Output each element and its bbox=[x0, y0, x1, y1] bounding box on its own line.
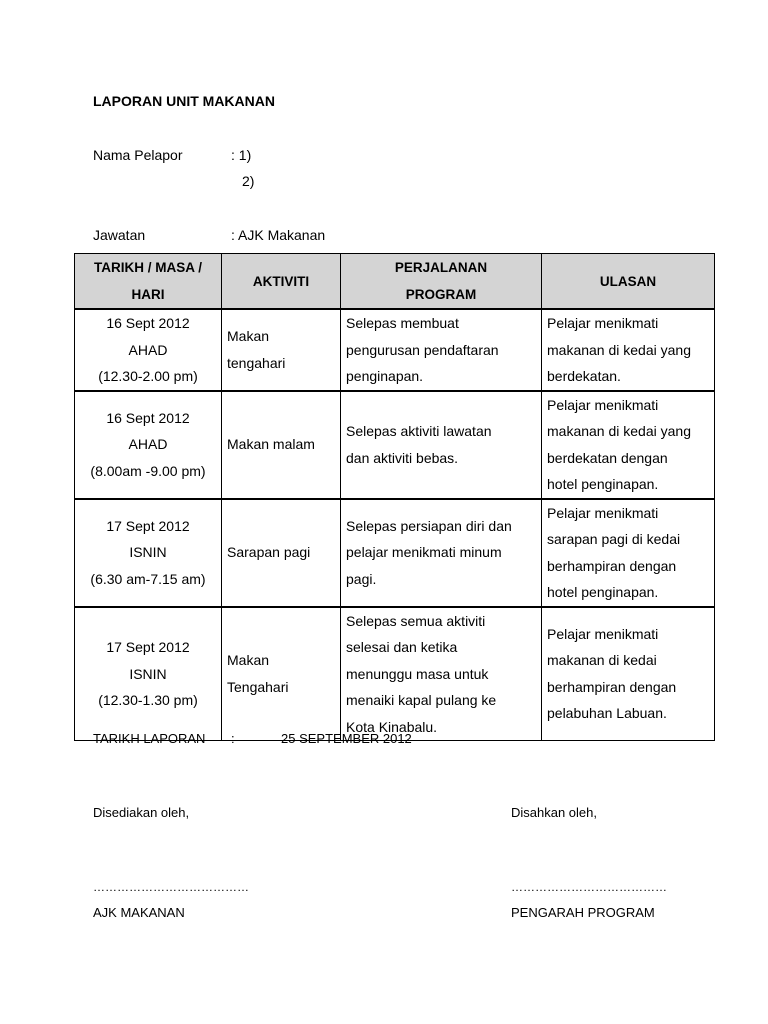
header-program-line: PROGRAM bbox=[405, 287, 477, 302]
table-header-row bbox=[75, 254, 715, 310]
cell-ulasan bbox=[542, 391, 715, 499]
cell-tarikh-line: AHAD bbox=[128, 341, 168, 358]
cell-perjalanan-program-line: menunggu masa untuk bbox=[346, 665, 489, 682]
tarikh-laporan-colon: : bbox=[231, 731, 235, 746]
cell-tarikh-line: (8.00am -9.00 pm) bbox=[90, 462, 206, 479]
cell-ulasan-line: hotel penginapan. bbox=[547, 476, 659, 492]
role-ajk-makanan: AJK MAKANAN bbox=[93, 905, 185, 920]
cell-tarikh bbox=[75, 309, 222, 391]
cell-aktiviti-line: Sarapan pagi bbox=[227, 544, 311, 561]
cell-aktiviti-line: Tengahari bbox=[227, 678, 289, 695]
table-body bbox=[75, 309, 715, 741]
cell-ulasan-line: hotel penginapan. bbox=[547, 584, 659, 600]
document-title: LAPORAN UNIT MAKANAN bbox=[93, 93, 275, 109]
cell-perjalanan-program bbox=[341, 499, 542, 607]
cell-tarikh-line: ISNIN bbox=[129, 665, 167, 682]
signature-line-left: ………………………………… bbox=[93, 880, 249, 894]
cell-tarikh-line: 17 Sept 2012 bbox=[106, 639, 190, 655]
header-ulasan: ULASAN bbox=[542, 254, 715, 310]
header-tarikh-line: TARIKH / MASA / bbox=[94, 260, 202, 275]
cell-tarikh-line: 16 Sept 2012 bbox=[106, 409, 190, 426]
cell-aktiviti-line: Makan bbox=[227, 652, 270, 669]
cell-aktiviti-line: tengahari bbox=[227, 354, 286, 371]
cell-perjalanan-program-line: selesai dan ketika bbox=[346, 639, 458, 655]
cell-ulasan-line: berdekatan. bbox=[547, 368, 621, 384]
table-row bbox=[75, 499, 715, 607]
cell-ulasan-line: makanan di kedai bbox=[547, 652, 657, 669]
disediakan-oleh-label: Disediakan oleh, bbox=[93, 805, 190, 820]
cell-tarikh-line: 17 Sept 2012 bbox=[106, 517, 190, 534]
cell-aktiviti-line: Makan bbox=[227, 328, 270, 345]
cell-tarikh-line: AHAD bbox=[128, 436, 168, 453]
cell-aktiviti bbox=[222, 391, 341, 499]
cell-ulasan bbox=[542, 309, 715, 391]
cell-ulasan-line: Pelajar menikmati bbox=[547, 315, 659, 331]
cell-tarikh-line: ISNIN bbox=[129, 544, 167, 561]
cell-tarikh-line: (12.30-2.00 pm) bbox=[98, 368, 198, 384]
table-row bbox=[75, 391, 715, 499]
header-program-line: PERJALANAN bbox=[394, 260, 488, 275]
header-tarikh-line: HARI bbox=[131, 287, 165, 302]
signature-line-right: ………………………………… bbox=[511, 880, 667, 894]
table-row bbox=[75, 309, 715, 391]
tarikh-laporan-value: 25 SEPTEMBER 2012 bbox=[281, 731, 412, 746]
cell-aktiviti-line: Makan malam bbox=[227, 436, 315, 453]
cell-perjalanan-program-line: dan aktiviti bebas. bbox=[346, 449, 459, 466]
cell-aktiviti bbox=[222, 499, 341, 607]
nama-pelapor-value-1: : 1) bbox=[231, 147, 252, 163]
cell-aktiviti bbox=[222, 309, 341, 391]
cell-ulasan-line: berhampiran dengan bbox=[547, 557, 677, 574]
cell-tarikh bbox=[75, 391, 222, 499]
cell-perjalanan-program bbox=[341, 607, 542, 741]
cell-perjalanan-program-line: pelajar menikmati minum bbox=[346, 544, 502, 561]
cell-ulasan-line: sarapan pagi di kedai bbox=[547, 531, 681, 547]
nama-pelapor-label: Nama Pelapor bbox=[93, 147, 183, 163]
role-pengarah-program: PENGARAH PROGRAM bbox=[511, 905, 655, 920]
header-aktiviti: AKTIVITI bbox=[222, 254, 341, 310]
cell-ulasan bbox=[542, 607, 715, 741]
cell-tarikh bbox=[75, 607, 222, 741]
cell-ulasan-line: berhampiran dengan bbox=[547, 678, 677, 695]
cell-perjalanan-program-line: Selepas persiapan diri dan bbox=[346, 517, 512, 534]
cell-perjalanan-program-line: menaiki kapal pulang ke bbox=[346, 692, 497, 708]
nama-pelapor-value-2: 2) bbox=[242, 173, 255, 189]
cell-ulasan-line: Pelajar menikmati bbox=[547, 396, 659, 413]
cell-perjalanan-program-line: pengurusan pendaftaran bbox=[346, 341, 499, 358]
report-table bbox=[74, 253, 715, 741]
cell-ulasan-line: Pelajar menikmati bbox=[547, 625, 659, 642]
tarikh-laporan-label: TARIKH LAPORAN bbox=[93, 731, 206, 746]
cell-ulasan bbox=[542, 499, 715, 607]
cell-ulasan-line: pelabuhan Labuan. bbox=[547, 705, 667, 722]
cell-aktiviti bbox=[222, 607, 341, 741]
cell-perjalanan-program-line: Kota Kinabalu. bbox=[346, 718, 438, 735]
cell-tarikh-line: 16 Sept 2012 bbox=[106, 315, 190, 331]
cell-ulasan-line: Pelajar menikmati bbox=[547, 504, 659, 521]
table-row bbox=[75, 607, 715, 741]
cell-perjalanan-program-line: pagi. bbox=[346, 570, 377, 587]
header-tarikh bbox=[75, 254, 222, 310]
jawatan-value: : AJK Makanan bbox=[231, 227, 326, 243]
cell-perjalanan-program-line: Selepas semua aktiviti bbox=[346, 612, 486, 629]
cell-ulasan-line: makanan di kedai yang bbox=[547, 341, 691, 358]
cell-tarikh bbox=[75, 499, 222, 607]
cell-perjalanan-program-line: Selepas membuat bbox=[346, 315, 459, 331]
cell-tarikh-line: (6.30 am-7.15 am) bbox=[90, 570, 206, 587]
cell-perjalanan-program bbox=[341, 309, 542, 391]
cell-perjalanan-program-line: penginapan. bbox=[346, 368, 424, 384]
header-perjalanan-program bbox=[341, 254, 542, 310]
jawatan-label: Jawatan bbox=[93, 227, 146, 243]
cell-perjalanan-program-line: Selepas aktiviti lawatan bbox=[346, 423, 492, 439]
disahkan-oleh-label: Disahkan oleh, bbox=[511, 805, 597, 820]
cell-ulasan-line: makanan di kedai yang bbox=[547, 423, 691, 439]
cell-ulasan-line: berdekatan dengan bbox=[547, 449, 668, 466]
cell-perjalanan-program bbox=[341, 391, 542, 499]
cell-tarikh-line: (12.30-1.30 pm) bbox=[98, 692, 198, 708]
